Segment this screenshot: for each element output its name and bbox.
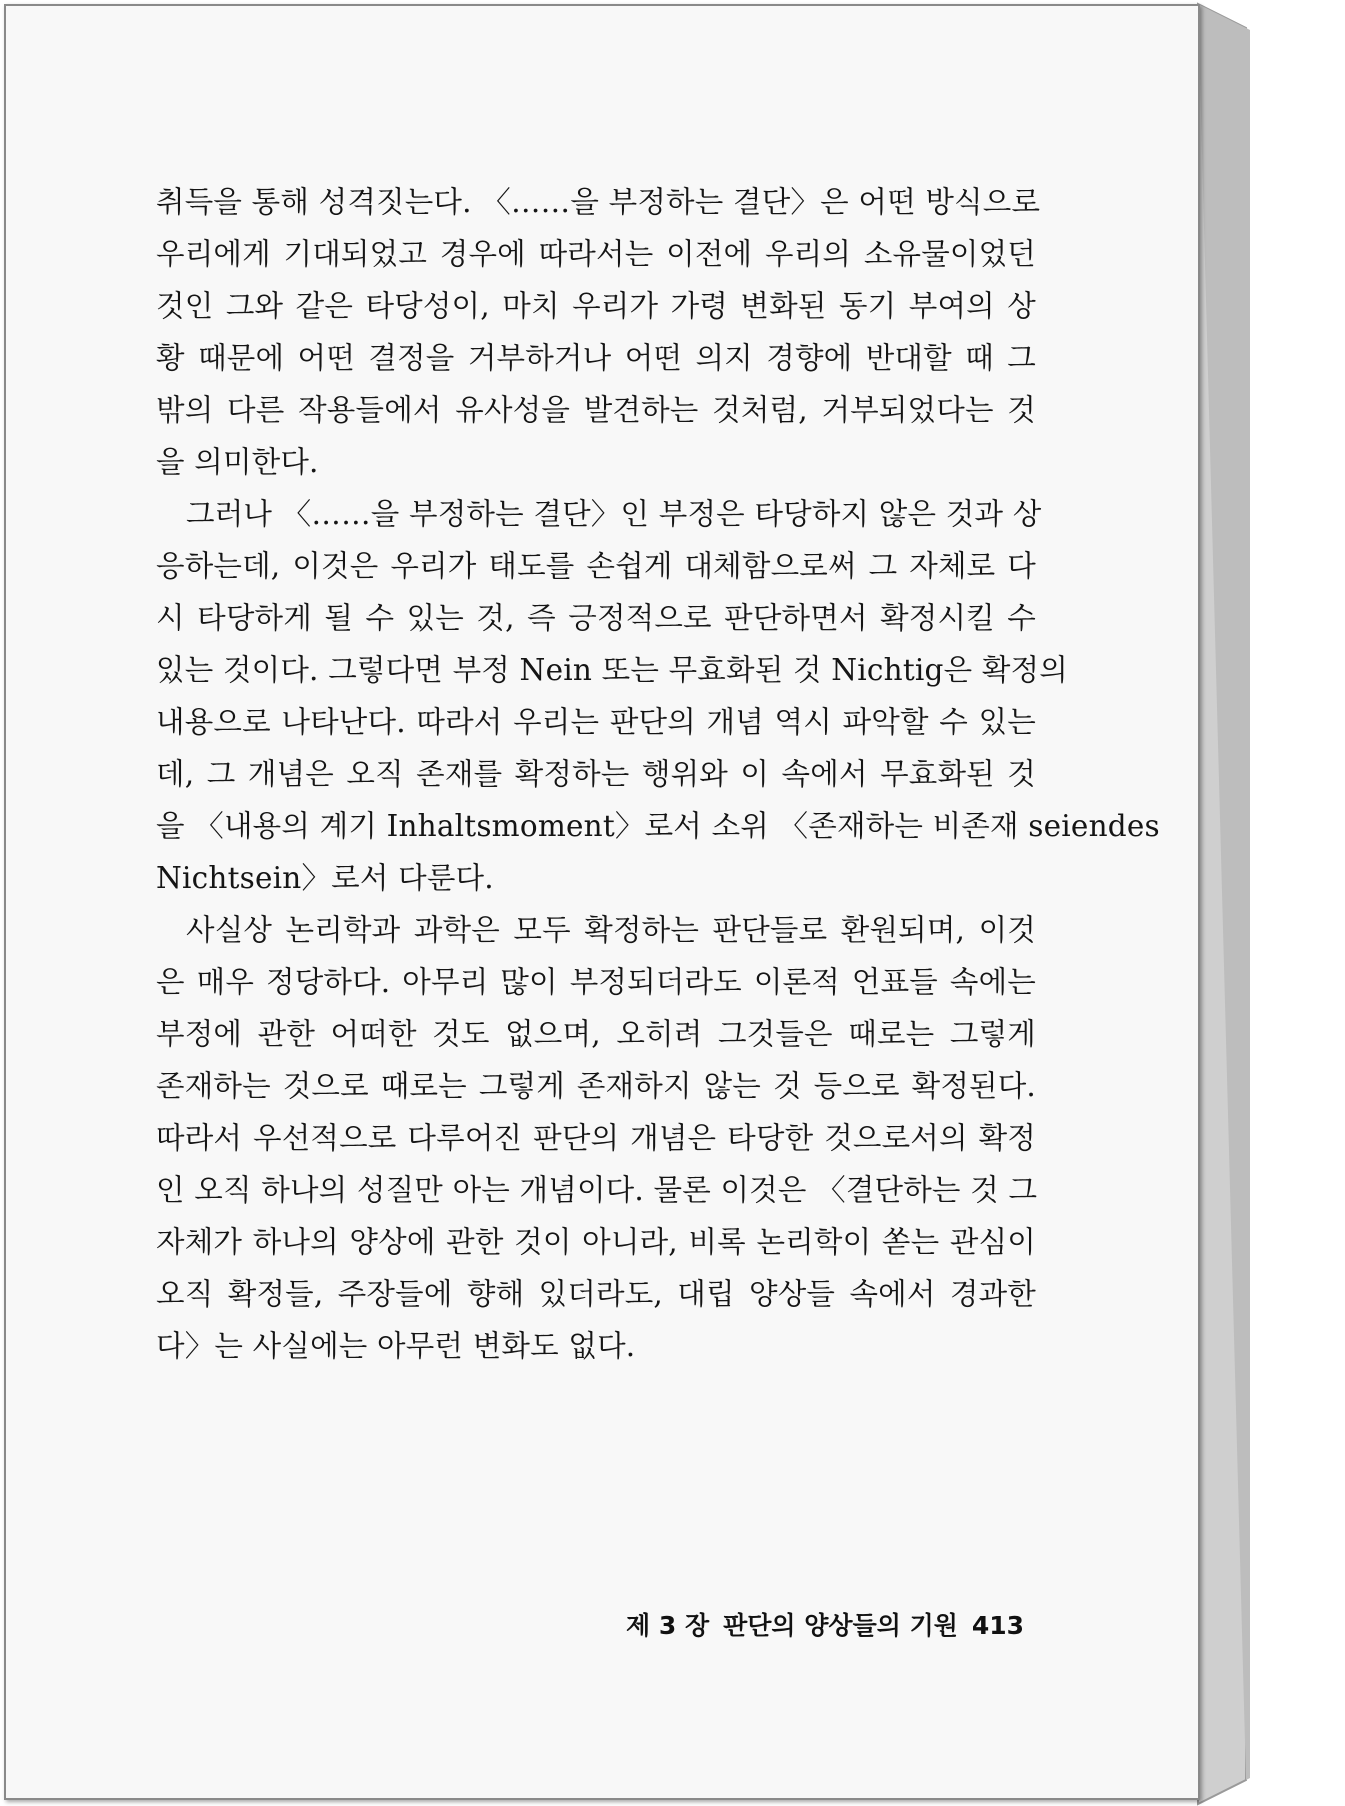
page-number: 413: [971, 1611, 1025, 1640]
text-line: 자체가 하나의 양상에 관한 것이 아니라, 비록 논리학이 쏟는 관심이: [156, 1225, 1036, 1259]
text-line: 사실상 논리학과 과학은 모두 확정하는 판단들로 환원되며, 이것: [186, 913, 1036, 947]
text-line: 시 타당하게 될 수 있는 것, 즉 긍정적으로 판단하면서 확정시킬 수: [156, 601, 1036, 635]
paragraph: [156, 904, 1036, 1372]
text-line: 데, 그 개념은 오직 존재를 확정하는 행위와 이 속에서 무효화된 것: [156, 757, 1036, 791]
text-line: 을 〈내용의 계기 Inhaltsmoment〉로서 소위 〈존재하는 비존재 seiendes: [156, 809, 1160, 843]
text-line: 내용으로 나타난다. 따라서 우리는 판단의 개념 역시 파악할 수 있는: [156, 705, 1036, 739]
chapter-label: 제 3 장: [626, 1611, 710, 1640]
text-line: 은 매우 정당하다. 아무리 많이 부정되더라도 이론적 언표들 속에는: [156, 965, 1036, 999]
text-line: 우리에게 기대되었고 경우에 따라서는 이전에 우리의 소유물이었던: [156, 237, 1036, 271]
text-line: 오직 확정들, 주장들에 향해 있더라도, 대립 양상들 속에서 경과한: [156, 1277, 1036, 1311]
book-page: [4, 4, 1200, 1800]
text-line: 응하는데, 이것은 우리가 태도를 손쉽게 대체함으로써 그 자체로 다: [156, 549, 1036, 583]
text-line: 그러나 〈……을 부정하는 결단〉인 부정은 타당하지 않은 것과 상: [186, 497, 1042, 531]
text-line: 부정에 관한 어떠한 것도 없으며, 오히려 그것들은 때로는 그렇게: [156, 1017, 1036, 1051]
body-text: [156, 176, 1160, 1372]
text-line: 밖의 다른 작용들에서 유사성을 발견하는 것처럼, 거부되었다는 것: [156, 393, 1036, 427]
text-line: 황 때문에 어떤 결정을 거부하거나 어떤 의지 경향에 반대할 때 그: [156, 341, 1036, 375]
paragraph: [156, 488, 1160, 904]
text-line: 존재하는 것으로 때로는 그렇게 존재하지 않는 것 등으로 확정된다.: [156, 1069, 1036, 1103]
text-line: Nichtsein〉로서 다룬다.: [156, 861, 494, 895]
paragraph: [156, 176, 1041, 488]
text-line: 을 의미한다.: [156, 445, 319, 479]
text-line: 것인 그와 같은 타당성이, 마치 우리가 가령 변화된 동기 부여의 상: [156, 289, 1036, 323]
text-line: 다〉는 사실에는 아무런 변화도 없다.: [156, 1329, 636, 1363]
text-line: 따라서 우선적으로 다루어진 판단의 개념은 타당한 것으로서의 확정: [156, 1121, 1036, 1155]
text-line: 취득을 통해 성격짓는다. 〈……을 부정하는 결단〉은 어떤 방식으로: [156, 185, 1041, 219]
chapter-title: 판단의 양상들의 기원: [723, 1611, 958, 1640]
text-line: 인 오직 하나의 성질만 아는 개념이다. 물론 이것은 〈결단하는 것 그: [156, 1173, 1038, 1207]
running-footer: [626, 1606, 1025, 1642]
text-line: 있는 것이다. 그렇다면 부정 Nein 또는 무효화된 것 Nichtig은 확정의: [156, 653, 1068, 687]
